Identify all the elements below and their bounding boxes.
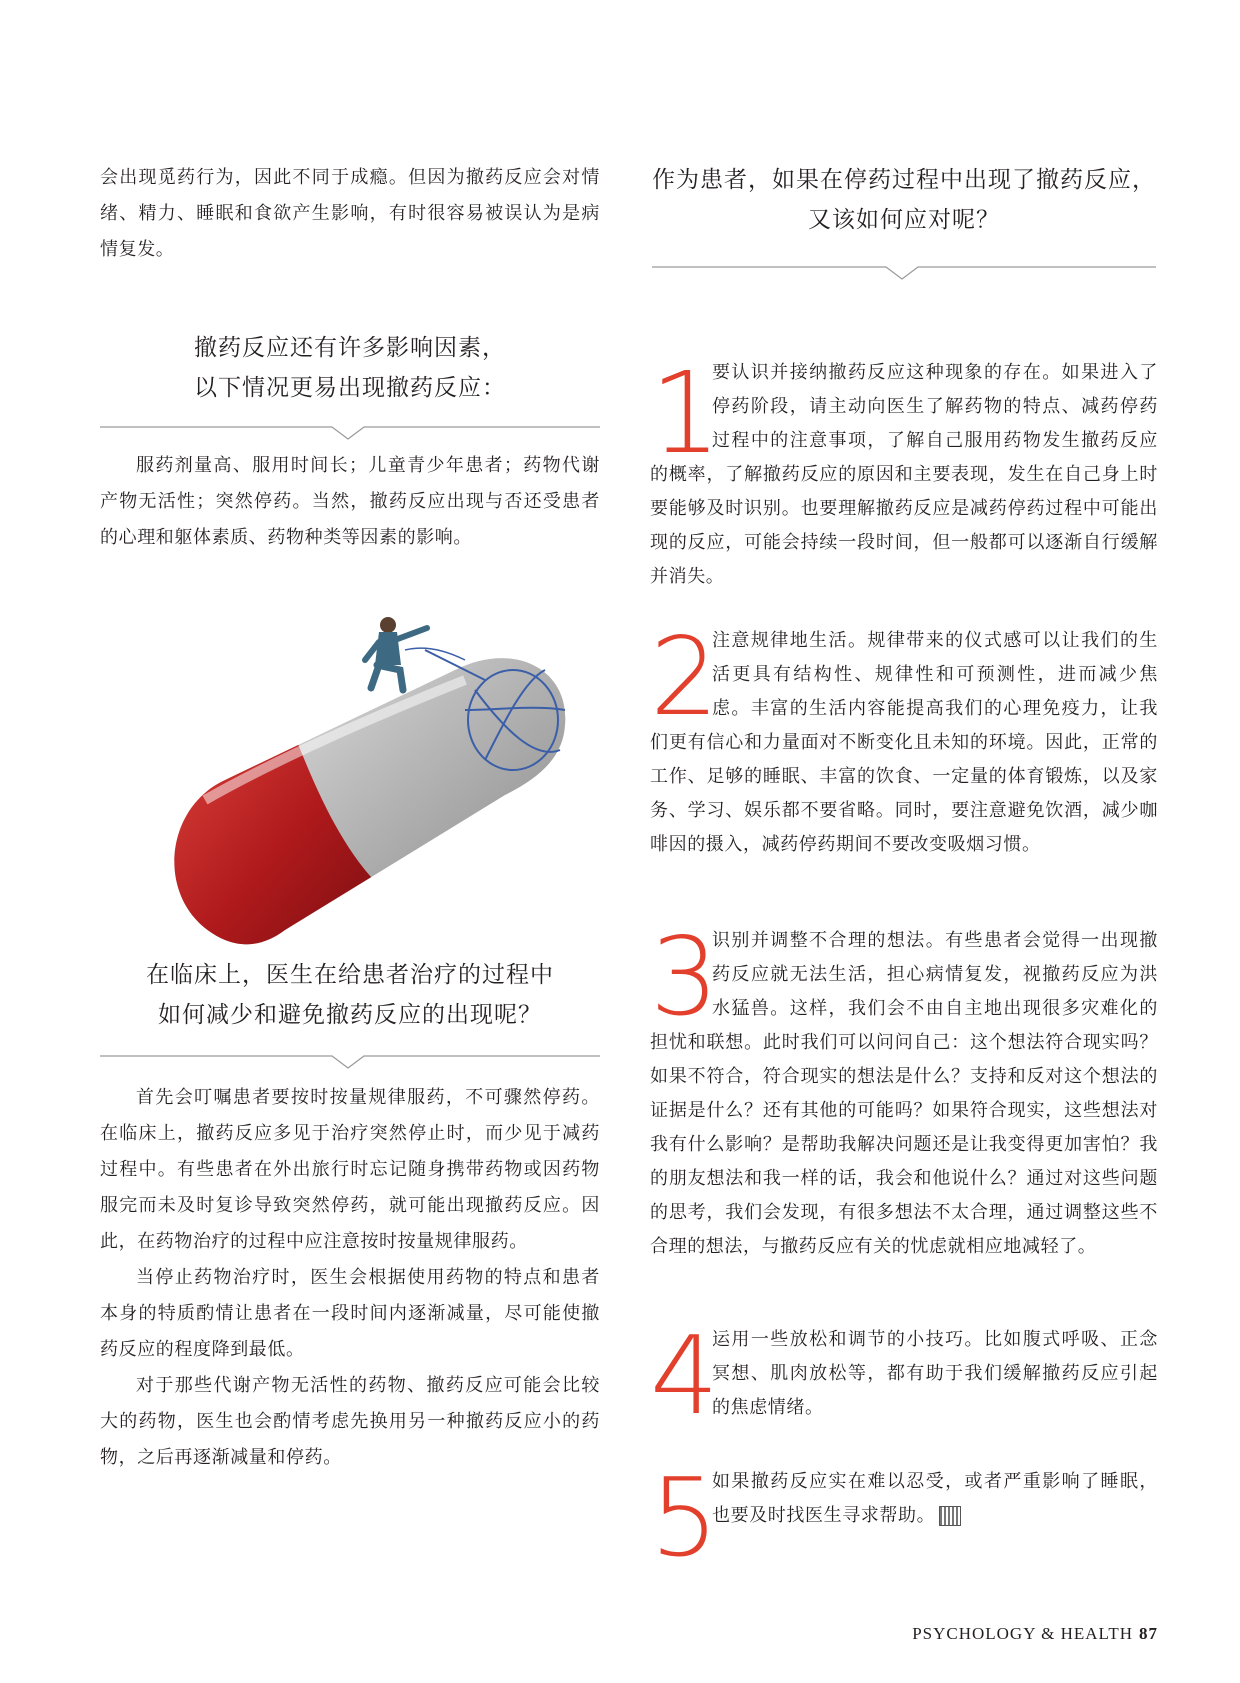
clinical-body: [100, 1080, 600, 1476]
left-intro: [100, 160, 600, 268]
section-heading-factors: 撤药反应还有许多影响因素， 以下情况更易出现撤药反应：: [194, 335, 506, 401]
divider-line: [652, 265, 1156, 279]
end-mark-icon: [939, 1506, 961, 1526]
tip-number: 3: [650, 915, 720, 1040]
tip-item-2: [650, 615, 1158, 862]
section-heading-clinical: 在临床上，医生在给患者治疗的过程中 如何减少和避免撤药反应的出现呢？: [146, 962, 554, 1028]
tip-item-4: [650, 1314, 1158, 1439]
divider-line: [100, 425, 600, 439]
magazine-name: PSYCHOLOGY & HEALTH: [912, 1624, 1133, 1643]
factors-block: [100, 448, 600, 556]
tip-number: 4: [650, 1314, 720, 1439]
tip-text: 注意规律地生活。规律带来的仪式感可以让我们的生活更具有结构性、规律性和可预测性，进而减少焦虑。丰富的生活内容能提高我们的心理免疫力，让我们更有信心和力量面对不断变化且未知的环境。因此，正常的工作、足够的睡眠、丰富的饮食、一定量的体育锻炼，以及家务、学习、娱乐都不要省略。同时，要注意避免饮酒，减少咖啡因的摄入，减药停药期间不要改变吸烟习惯。: [650, 630, 1158, 855]
clinical-paragraph-2: 当停止药物治疗时，医生会根据使用药物的特点和患者本身的特质酌情让患者在一段时间内逐渐减量，尽可能使撤药反应的程度降到最低。: [100, 1267, 600, 1360]
tip-item-5: [650, 1456, 1158, 1581]
page-number: 87: [1139, 1624, 1158, 1643]
tip-number: 2: [650, 615, 720, 740]
intro-paragraph: 会出现觅药行为，因此不同于成瘾。但因为撤药反应会对情绪、精力、睡眠和食欲产生影响，有时很容易被误认为是病情复发。: [100, 167, 600, 260]
clinical-paragraph-3: 对于那些代谢产物无活性的药物、撤药反应可能会比较大的药物，医生也会酌情考虑先换用另一种撤药反应小的药物，之后再逐渐减量和停药。: [100, 1375, 600, 1468]
divider-line: [100, 1054, 600, 1068]
tip-text: 运用一些放松和调节的小技巧。比如腹式呼吸、正念冥想、肌肉放松等，都有助于我们缓解撤药反应引起的焦虑情绪。: [712, 1329, 1158, 1418]
clinical-paragraph-1: 首先会叮嘱患者要按时按量规律服药，不可骤然停药。在临床上，撤药反应多见于治疗突然停止时，而少见于减药过程中。有些患者在外出旅行时忘记随身携带药物或因药物服完而未及时复诊导致突然停药，就可能出现撤药反应。因此，在药物治疗的过程中应注意按时按量规律服药。: [100, 1087, 600, 1252]
section-heading-patient: 作为患者，如果在停药过程中出现了撤药反应， 又该如何应对呢？: [652, 167, 1156, 233]
tip-item-3: [650, 915, 1158, 1264]
tip-item-1: [650, 349, 1158, 594]
factors-paragraph: 服药剂量高、服用时间长；儿童青少年患者；药物代谢产物无活性；突然停药。当然，撤药反应出现与否还受患者的心理和躯体素质、药物种类等因素的影响。: [100, 455, 600, 548]
page-footer: [912, 1624, 1158, 1644]
tip-number: 1: [650, 349, 722, 479]
tip-text: 要认识并接纳撤药反应这种现象的存在。如果进入了停药阶段，请主动向医生了解药物的特点、减药停药过程中的注意事项，了解自己服用药物发生撤药反应的概率，了解撤药反应的原因和主要表现，发生在自己身上时要能够及时识别。也要理解撤药反应是减药停药过程中可能出现的反应，可能会持续一段时间，但一般都可以逐渐自行缓解并消失。: [650, 362, 1158, 587]
tip-text: 识别并调整不合理的想法。有些患者会觉得一出现撤药反应就无法生活，担心病情复发，视撤药反应为洪水猛兽。这样，我们会不由自主地出现很多灾难化的担忧和联想。此时我们可以问问自己：这个想法符合现实吗？如果不符合，符合现实的想法是什么？支持和反对这个想法的证据是什么？还有其他的可能吗？如果符合现实，这些想法对我有什么影响？是帮助我解决问题还是让我变得更加害怕？我的朋友想法和我一样的话，我会和他说什么？通过对这些问题的思考，我们会发现，有很多想法不太合理，通过调整这些不合理的想法，与撤药反应有关的忧虑就相应地减轻了。: [650, 930, 1158, 1257]
tip-text: 如果撤药反应实在难以忍受，或者严重影响了睡眠，也要及时找医生寻求帮助。: [712, 1471, 1158, 1526]
pill-illustration: [165, 610, 575, 984]
tip-number: 5: [650, 1456, 720, 1581]
